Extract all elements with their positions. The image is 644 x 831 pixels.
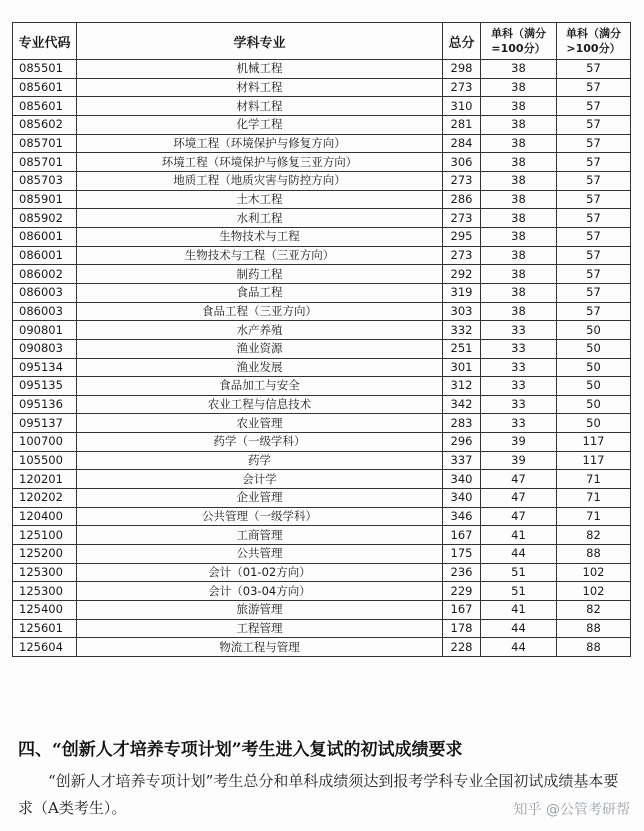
major-name-cell: 渔业资源	[77, 339, 443, 358]
single-subject-100-cell: 38	[481, 302, 557, 321]
major-code-cell: 086003	[13, 283, 77, 302]
table-row	[13, 78, 631, 97]
major-name-cell: 公共管理	[77, 545, 443, 564]
single-subject-over-100-cell: 117	[557, 433, 631, 452]
table-row	[13, 545, 631, 564]
table-row	[13, 377, 631, 396]
major-code-cell: 105500	[13, 451, 77, 470]
table-row	[13, 470, 631, 489]
major-name-cell: 土木工程	[77, 190, 443, 209]
total-score-cell: 281	[443, 115, 481, 134]
total-score-cell: 292	[443, 265, 481, 284]
table-row	[13, 171, 631, 190]
major-code-cell: 085902	[13, 209, 77, 228]
table-row	[13, 638, 631, 657]
total-score-cell: 337	[443, 451, 481, 470]
single-subject-over-100-cell: 71	[557, 470, 631, 489]
single-subject-100-cell: 33	[481, 377, 557, 396]
major-code-cell: 085501	[13, 60, 77, 79]
single-subject-over-100-cell: 102	[557, 582, 631, 601]
single-subject-over-100-cell: 82	[557, 526, 631, 545]
single-subject-100-cell: 38	[481, 190, 557, 209]
single-subject-over-100-cell: 57	[557, 97, 631, 116]
table-row	[13, 414, 631, 433]
single-subject-100-cell: 39	[481, 433, 557, 452]
table-row	[13, 209, 631, 228]
table-row	[13, 97, 631, 116]
major-code-cell: 125604	[13, 638, 77, 657]
major-code-cell: 125100	[13, 526, 77, 545]
single-subject-over-100-cell: 117	[557, 451, 631, 470]
major-code-cell: 086001	[13, 227, 77, 246]
table-header-row	[13, 23, 631, 60]
header-single-subject-100: 单科（满分=100分）	[481, 23, 557, 60]
single-subject-over-100-cell: 50	[557, 339, 631, 358]
single-subject-100-cell: 38	[481, 209, 557, 228]
table-row	[13, 60, 631, 79]
single-subject-over-100-cell: 57	[557, 283, 631, 302]
single-subject-over-100-cell: 102	[557, 563, 631, 582]
total-score-cell: 340	[443, 470, 481, 489]
table-row	[13, 619, 631, 638]
major-name-cell: 地质工程（地质灾害与防控方向）	[77, 171, 443, 190]
single-subject-100-cell: 51	[481, 563, 557, 582]
table-row	[13, 265, 631, 284]
major-code-cell: 095136	[13, 395, 77, 414]
table-row	[13, 395, 631, 414]
total-score-cell: 295	[443, 227, 481, 246]
total-score-cell: 273	[443, 209, 481, 228]
major-code-cell: 120202	[13, 489, 77, 508]
total-score-cell: 303	[443, 302, 481, 321]
major-code-cell: 086001	[13, 246, 77, 265]
major-name-cell: 生物技术与工程（三亚方向）	[77, 246, 443, 265]
major-name-cell: 工商管理	[77, 526, 443, 545]
total-score-cell: 229	[443, 582, 481, 601]
major-name-cell: 机械工程	[77, 60, 443, 79]
major-code-cell: 125200	[13, 545, 77, 564]
total-score-cell: 312	[443, 377, 481, 396]
major-name-cell: 公共管理（一级学科）	[77, 507, 443, 526]
major-name-cell: 物流工程与管理	[77, 638, 443, 657]
major-name-cell: 会计（03-04方向）	[77, 582, 443, 601]
table-row	[13, 526, 631, 545]
major-name-cell: 生物技术与工程	[77, 227, 443, 246]
total-score-cell: 340	[443, 489, 481, 508]
single-subject-over-100-cell: 57	[557, 302, 631, 321]
single-subject-100-cell: 38	[481, 153, 557, 172]
table-body	[13, 60, 631, 657]
single-subject-100-cell: 51	[481, 582, 557, 601]
major-name-cell: 材料工程	[77, 78, 443, 97]
single-subject-100-cell: 44	[481, 638, 557, 657]
single-subject-over-100-cell: 57	[557, 153, 631, 172]
single-subject-100-cell: 38	[481, 78, 557, 97]
single-subject-over-100-cell: 88	[557, 638, 631, 657]
total-score-cell: 273	[443, 78, 481, 97]
total-score-cell: 342	[443, 395, 481, 414]
major-code-cell: 120201	[13, 470, 77, 489]
major-name-cell: 食品工程（三亚方向）	[77, 302, 443, 321]
major-code-cell: 085602	[13, 115, 77, 134]
table-row	[13, 582, 631, 601]
single-subject-100-cell: 33	[481, 395, 557, 414]
single-subject-100-cell: 38	[481, 171, 557, 190]
header-major-name: 学科专业	[77, 23, 443, 60]
table-row	[13, 358, 631, 377]
total-score-cell: 310	[443, 97, 481, 116]
table-row	[13, 601, 631, 620]
table-row	[13, 339, 631, 358]
major-name-cell: 药学	[77, 451, 443, 470]
single-subject-100-cell: 38	[481, 283, 557, 302]
single-subject-100-cell: 44	[481, 545, 557, 564]
single-subject-100-cell: 38	[481, 227, 557, 246]
major-code-cell: 125300	[13, 582, 77, 601]
total-score-cell: 286	[443, 190, 481, 209]
single-subject-100-cell: 38	[481, 97, 557, 116]
single-subject-over-100-cell: 71	[557, 507, 631, 526]
single-subject-over-100-cell: 50	[557, 414, 631, 433]
single-subject-over-100-cell: 71	[557, 489, 631, 508]
major-code-cell: 085901	[13, 190, 77, 209]
total-score-cell: 283	[443, 414, 481, 433]
major-name-cell: 药学（一级学科）	[77, 433, 443, 452]
total-score-cell: 346	[443, 507, 481, 526]
single-subject-100-cell: 33	[481, 321, 557, 340]
table-row	[13, 227, 631, 246]
single-subject-over-100-cell: 88	[557, 545, 631, 564]
major-name-cell: 水利工程	[77, 209, 443, 228]
table-row	[13, 190, 631, 209]
major-name-cell: 水产养殖	[77, 321, 443, 340]
single-subject-100-cell: 38	[481, 60, 557, 79]
single-subject-over-100-cell: 57	[557, 265, 631, 284]
single-subject-over-100-cell: 57	[557, 134, 631, 153]
header-major-code: 专业代码	[13, 23, 77, 60]
major-code-cell: 090803	[13, 339, 77, 358]
total-score-cell: 167	[443, 601, 481, 620]
total-score-cell: 236	[443, 563, 481, 582]
total-score-cell: 167	[443, 526, 481, 545]
total-score-cell: 273	[443, 171, 481, 190]
major-name-cell: 环境工程（环境保护与修复三亚方向）	[77, 153, 443, 172]
total-score-cell: 301	[443, 358, 481, 377]
major-name-cell: 旅游管理	[77, 601, 443, 620]
major-name-cell: 会计（01-02方向）	[77, 563, 443, 582]
single-subject-100-cell: 44	[481, 619, 557, 638]
single-subject-over-100-cell: 50	[557, 395, 631, 414]
section-body-text: “创新人才培养专项计划”考生总分和单科成绩须达到报考学科专业全国初试成绩基本要求（A类考生）。	[18, 772, 619, 817]
single-subject-100-cell: 38	[481, 134, 557, 153]
table-row	[13, 489, 631, 508]
major-name-cell: 农业管理	[77, 414, 443, 433]
table-row	[13, 321, 631, 340]
major-code-cell: 085701	[13, 153, 77, 172]
single-subject-over-100-cell: 57	[557, 190, 631, 209]
header-total-score: 总分	[443, 23, 481, 60]
total-score-cell: 178	[443, 619, 481, 638]
major-name-cell: 企业管理	[77, 489, 443, 508]
single-subject-over-100-cell: 50	[557, 358, 631, 377]
major-code-cell: 125300	[13, 563, 77, 582]
major-name-cell: 会计学	[77, 470, 443, 489]
single-subject-100-cell: 38	[481, 265, 557, 284]
single-subject-over-100-cell: 50	[557, 377, 631, 396]
major-code-cell: 085601	[13, 78, 77, 97]
major-code-cell: 095137	[13, 414, 77, 433]
single-subject-over-100-cell: 57	[557, 78, 631, 97]
total-score-cell: 175	[443, 545, 481, 564]
major-name-cell: 材料工程	[77, 97, 443, 116]
major-name-cell: 化学工程	[77, 115, 443, 134]
single-subject-100-cell: 33	[481, 358, 557, 377]
table-row	[13, 115, 631, 134]
score-requirements-table	[12, 22, 631, 657]
major-code-cell: 120400	[13, 507, 77, 526]
table-row	[13, 153, 631, 172]
single-subject-100-cell: 41	[481, 526, 557, 545]
total-score-cell: 228	[443, 638, 481, 657]
single-subject-100-cell: 47	[481, 489, 557, 508]
single-subject-over-100-cell: 57	[557, 227, 631, 246]
major-name-cell: 食品工程	[77, 283, 443, 302]
single-subject-100-cell: 41	[481, 601, 557, 620]
single-subject-100-cell: 39	[481, 451, 557, 470]
total-score-cell: 319	[443, 283, 481, 302]
table-row	[13, 507, 631, 526]
major-code-cell: 086002	[13, 265, 77, 284]
single-subject-over-100-cell: 57	[557, 246, 631, 265]
major-code-cell: 125400	[13, 601, 77, 620]
table-row	[13, 134, 631, 153]
major-code-cell: 085701	[13, 134, 77, 153]
major-code-cell: 085703	[13, 171, 77, 190]
single-subject-over-100-cell: 57	[557, 209, 631, 228]
watermark: 知乎 @公管考研帮	[513, 802, 630, 818]
single-subject-100-cell: 47	[481, 507, 557, 526]
total-score-cell: 306	[443, 153, 481, 172]
table-row	[13, 433, 631, 452]
major-code-cell: 095135	[13, 377, 77, 396]
table-row	[13, 451, 631, 470]
major-name-cell: 渔业发展	[77, 358, 443, 377]
single-subject-over-100-cell: 57	[557, 171, 631, 190]
total-score-cell: 298	[443, 60, 481, 79]
major-code-cell: 090801	[13, 321, 77, 340]
single-subject-over-100-cell: 57	[557, 60, 631, 79]
total-score-cell: 273	[443, 246, 481, 265]
major-code-cell: 086003	[13, 302, 77, 321]
header-single-subject-over-100: 单科（满分>100分）	[557, 23, 631, 60]
major-name-cell: 工程管理	[77, 619, 443, 638]
table-row	[13, 283, 631, 302]
major-code-cell: 125601	[13, 619, 77, 638]
table-row	[13, 246, 631, 265]
major-name-cell: 食品加工与安全	[77, 377, 443, 396]
single-subject-over-100-cell: 57	[557, 115, 631, 134]
section-heading: 四、“创新人才培养专项计划”考生进入复试的初试成绩要求	[18, 740, 463, 760]
single-subject-over-100-cell: 82	[557, 601, 631, 620]
total-score-cell: 284	[443, 134, 481, 153]
single-subject-100-cell: 47	[481, 470, 557, 489]
major-name-cell: 制药工程	[77, 265, 443, 284]
total-score-cell: 296	[443, 433, 481, 452]
single-subject-100-cell: 33	[481, 339, 557, 358]
major-code-cell: 095134	[13, 358, 77, 377]
table-row	[13, 563, 631, 582]
major-code-cell: 085601	[13, 97, 77, 116]
table-row	[13, 302, 631, 321]
major-name-cell: 农业工程与信息技术	[77, 395, 443, 414]
total-score-cell: 332	[443, 321, 481, 340]
single-subject-100-cell: 33	[481, 414, 557, 433]
major-code-cell: 100700	[13, 433, 77, 452]
single-subject-100-cell: 38	[481, 246, 557, 265]
single-subject-100-cell: 38	[481, 115, 557, 134]
major-name-cell: 环境工程（环境保护与修复方向）	[77, 134, 443, 153]
total-score-cell: 251	[443, 339, 481, 358]
single-subject-over-100-cell: 50	[557, 321, 631, 340]
single-subject-over-100-cell: 88	[557, 619, 631, 638]
